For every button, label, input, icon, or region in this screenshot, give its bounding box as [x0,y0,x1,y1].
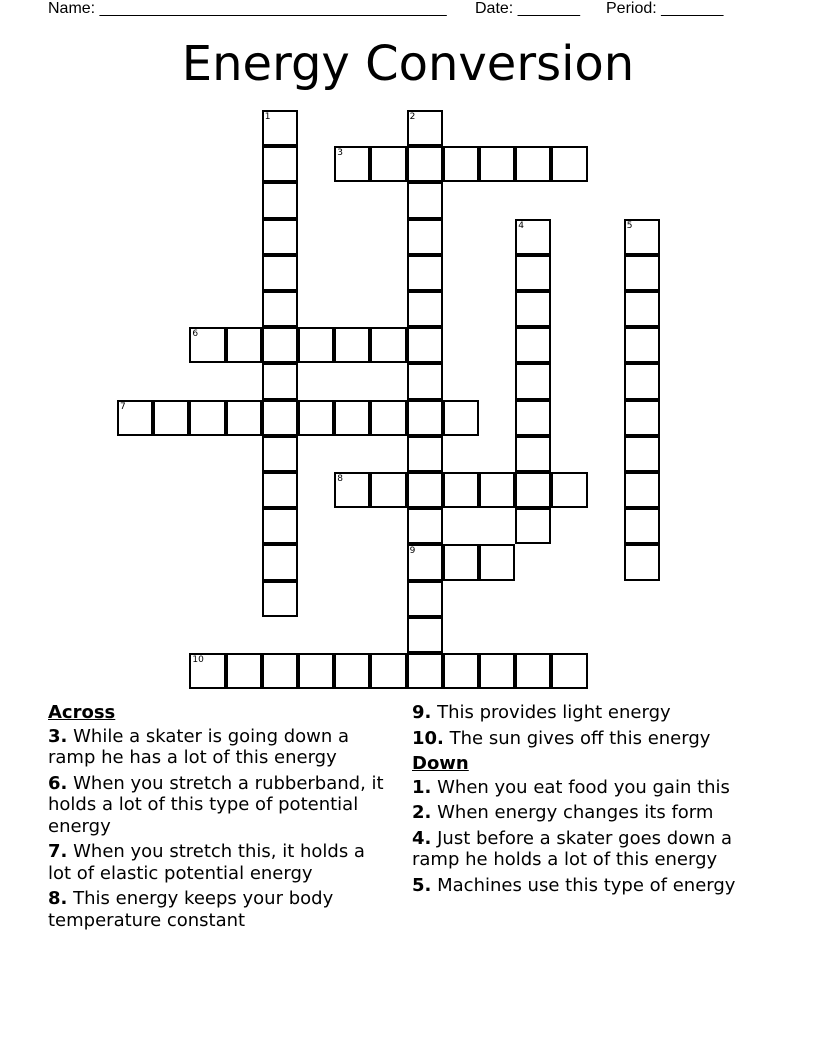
grid-cell[interactable] [262,400,298,436]
grid-cell[interactable] [551,653,587,689]
clue-across-6: 6. When you stretch a rubberband, it holds a lot of this type of potential energy [48,772,384,837]
grid-cell[interactable] [226,653,262,689]
grid-cell[interactable] [443,544,479,580]
grid-cell[interactable] [443,653,479,689]
grid-cell[interactable] [298,653,334,689]
clue-down-1: 1. When you eat food you gain this [412,776,730,798]
clue-number-7: 7 [120,401,126,412]
clue-across-7: 7. When you stretch this, it holds a lot of elastic potential energy [48,841,365,884]
grid-cell[interactable] [515,146,551,182]
grid-cell[interactable] [624,472,660,508]
grid-cell[interactable] [407,581,443,617]
grid-cell[interactable] [262,508,298,544]
grid-cell[interactable] [334,327,370,363]
clue-down-2: 2. When energy changes its form [412,802,714,823]
clue-down-5: 5. Machines use this type of energy [412,874,736,896]
grid-cell[interactable] [298,400,334,436]
grid-cell[interactable] [407,472,443,508]
grid-cell[interactable] [515,327,551,363]
grid-cell[interactable] [407,146,443,182]
grid-cell[interactable] [262,544,298,580]
grid-cell[interactable] [262,219,298,255]
clue-number-4: 4 [518,220,524,231]
grid-cell[interactable] [515,472,551,508]
grid-cell[interactable] [262,291,298,327]
grid-cell[interactable] [624,400,660,436]
grid-cell[interactable] [262,255,298,291]
clue-number-6: 6 [192,329,199,340]
grid-cell[interactable] [262,146,298,182]
grid-cell[interactable] [551,146,587,182]
grid-cell[interactable] [624,291,660,327]
grid-cell[interactable] [479,544,515,580]
grid-cell[interactable] [624,363,660,399]
grid-cell[interactable] [624,255,660,291]
grid-cell[interactable] [407,255,443,291]
grid-cell[interactable] [624,508,660,544]
clue-number-3: 3 [337,148,343,159]
grid-cell[interactable] [407,363,443,399]
grid-cell[interactable] [479,146,515,182]
grid-cell[interactable] [515,400,551,436]
grid-cell[interactable] [515,363,551,399]
clue-number-8: 8 [337,474,343,484]
period-field[interactable]: Period: _______ [606,0,724,17]
grid-cell[interactable] [407,617,443,653]
grid-cell[interactable] [334,400,370,436]
grid-cell[interactable] [298,327,334,363]
grid-cell[interactable] [370,400,406,436]
grid-cell[interactable] [515,255,551,291]
clue-across-9: 9. This provides light energy [412,702,671,723]
clue-number-1: 1 [264,112,271,122]
grid-cell[interactable] [262,436,298,472]
grid-cell[interactable] [262,182,298,218]
grid-cell[interactable] [443,400,479,436]
grid-cell[interactable] [407,291,443,327]
clue-across-8: 8. This energy keeps your body temperature constant [48,888,334,931]
grid-cell[interactable] [443,146,479,182]
grid-cell[interactable] [479,653,515,689]
grid-cell[interactable] [370,472,406,508]
grid-cell[interactable] [370,146,406,182]
grid-cell[interactable] [407,653,443,689]
grid-cell[interactable] [407,219,443,255]
grid-cell[interactable] [479,472,515,508]
grid-cell[interactable] [262,327,298,363]
clue-down-4: 4. Just before a skater goes down a ramp he holds a lot of this energy [412,827,733,870]
across-heading: Across [48,702,116,723]
grid-cell[interactable] [334,653,370,689]
grid-cell[interactable] [226,400,262,436]
name-field[interactable]: Name: _______________________________________ [48,0,447,17]
clues-column-left [48,702,388,935]
grid-cell[interactable] [262,581,298,617]
grid-cell[interactable] [407,400,443,436]
page-title: Energy Conversion [181,36,635,92]
grid-cell[interactable] [153,400,189,436]
grid-cell[interactable] [443,472,479,508]
clue-number-10: 10 [192,655,204,665]
grid-cell[interactable] [624,327,660,363]
grid-cell[interactable] [407,327,443,363]
grid-cell[interactable] [407,436,443,472]
grid-cell[interactable] [407,182,443,218]
grid-cell[interactable] [370,327,406,363]
clue-number-9: 9 [409,546,416,557]
grid-cell[interactable] [262,653,298,689]
clue-number-5: 5 [626,220,633,231]
grid-cell[interactable] [551,472,587,508]
grid-cell[interactable] [515,436,551,472]
grid-cell[interactable] [515,653,551,689]
grid-cell[interactable] [226,327,262,363]
grid-cell[interactable] [262,363,298,399]
clue-across-3: 3. While a skater is going down a ramp he has a lot of this energy [48,725,350,768]
grid-cell[interactable] [515,291,551,327]
grid-cell[interactable] [624,544,660,580]
clue-across-10: 10. The sun gives off this energy [412,727,711,749]
grid-cell[interactable] [515,508,551,544]
grid-cell[interactable] [624,436,660,472]
grid-cell[interactable] [262,472,298,508]
date-field[interactable]: Date: _______ [475,0,580,17]
down-heading: Down [412,753,469,774]
clue-number-2: 2 [409,112,416,122]
grid-cell[interactable] [189,400,225,436]
grid-cell[interactable] [370,653,406,689]
clues-column-right [412,702,772,900]
grid-cell[interactable] [407,508,443,544]
